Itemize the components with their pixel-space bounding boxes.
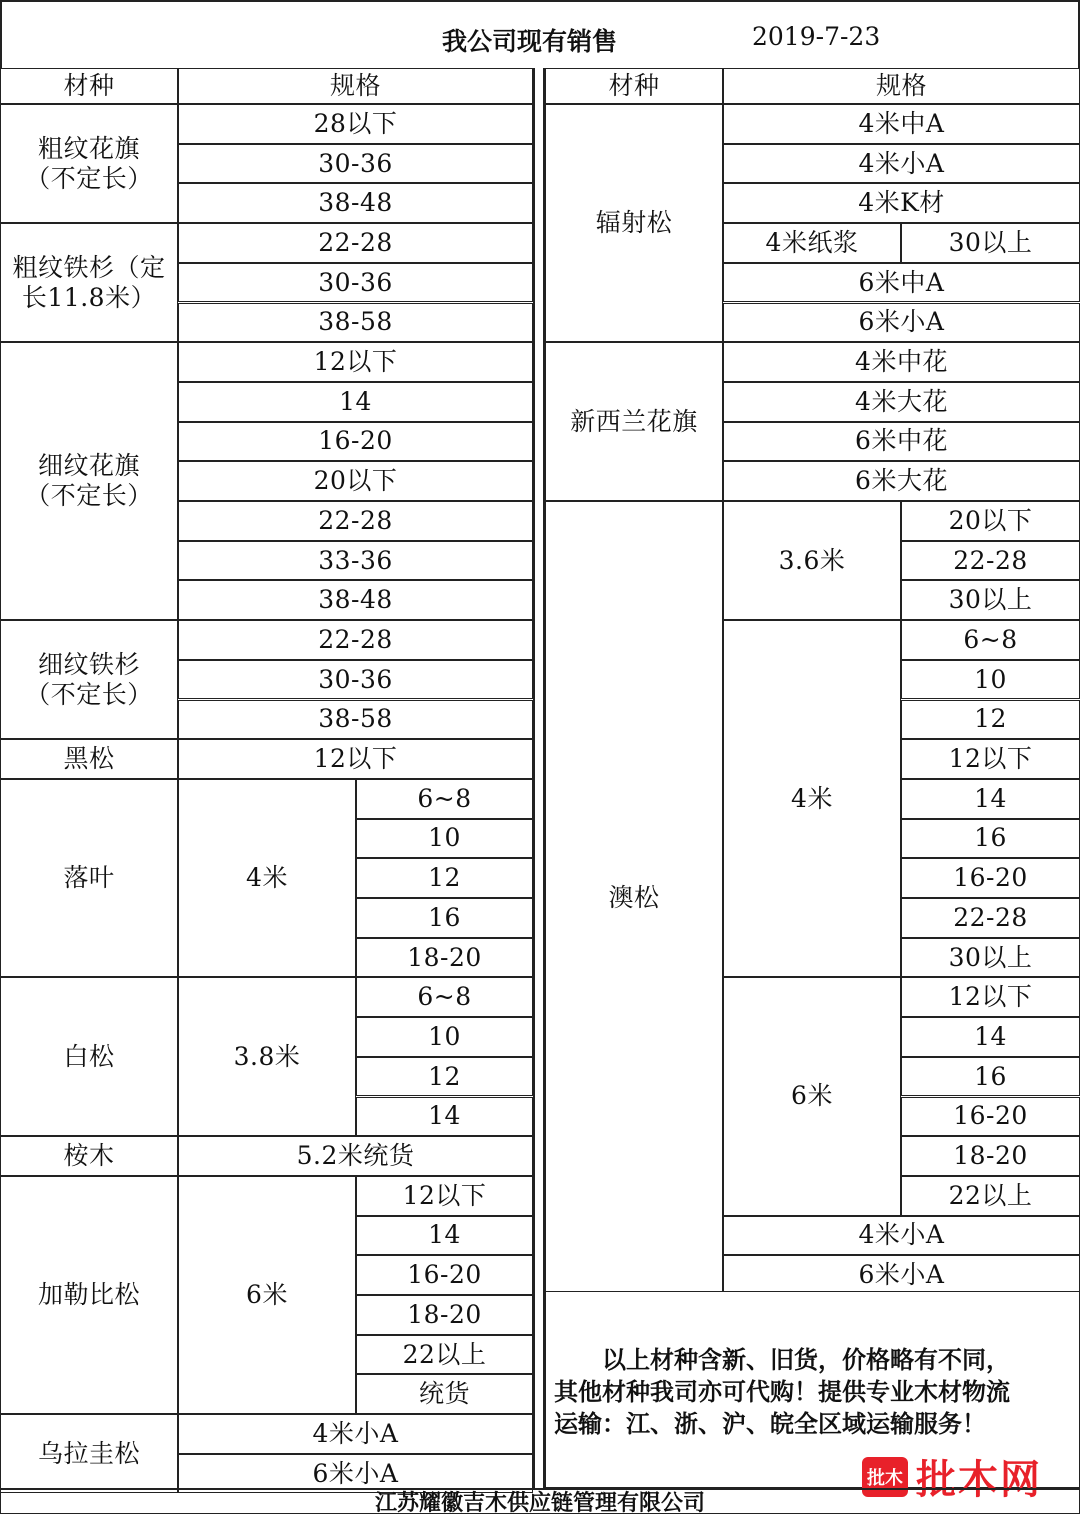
spec-cell: 5.2米统货 <box>178 1136 533 1176</box>
spec-cell: 16-20 <box>178 422 533 462</box>
spec-cell: 12以下 <box>901 739 1080 779</box>
spec-cell: 12以下 <box>178 739 533 779</box>
spec-cell: 14 <box>901 1017 1080 1057</box>
material-name: 细纹花旗 （不定长） <box>0 342 178 620</box>
note-line-3: 运输：江、浙、沪、皖全区域运输服务！ <box>554 1409 986 1438</box>
spec-cell: 6米中花 <box>723 422 1080 462</box>
spec-cell: 16-20 <box>901 858 1080 898</box>
spec-cell: 6米小A <box>178 1454 533 1494</box>
material-name: 辐射松 <box>545 104 723 342</box>
spec-cell: 6~8 <box>356 977 533 1017</box>
spec-cell: 20以下 <box>178 461 533 501</box>
spec-cell: 16 <box>356 898 533 938</box>
spec-cell: 12以下 <box>178 342 533 382</box>
spec-cell: 22以上 <box>901 1176 1080 1216</box>
spec-cell: 38-58 <box>178 303 533 343</box>
note-line-2: 其他材种我司亦可代购！提供专业木材物流 <box>554 1377 1010 1406</box>
spec-cell: 4米小A <box>178 1414 533 1454</box>
material-name: 落叶 <box>0 779 178 978</box>
spec-cell: 6米小A <box>723 1255 1080 1295</box>
spec-cell: 28以下 <box>178 104 533 144</box>
material-name: 桉木 <box>0 1136 178 1176</box>
spec-cell: 12以下 <box>356 1176 533 1216</box>
spec-cell: 12以下 <box>901 977 1080 1017</box>
column-divider <box>533 68 545 1488</box>
material-name: 加勒比松 <box>0 1176 178 1414</box>
material-name: 乌拉圭松 <box>0 1414 178 1493</box>
material-name: 细纹铁杉 （不定长） <box>0 620 178 739</box>
spec-cell: 4米小A <box>723 1216 1080 1256</box>
spec-cell: 38-58 <box>178 700 533 740</box>
spec-cell: 12 <box>356 858 533 898</box>
material-name: 粗纹铁杉（定 长11.8米） <box>0 223 178 342</box>
spec-cell: 4米中A <box>723 104 1080 144</box>
spec-cell: 12 <box>356 1057 533 1097</box>
spec-cell: 6~8 <box>356 779 533 819</box>
spec-cell: 4米K材 <box>723 183 1080 223</box>
spec-cell: 22-28 <box>178 501 533 541</box>
spec-cell: 16 <box>901 1057 1080 1097</box>
logo-badge: 批木 <box>862 1457 908 1497</box>
material-name: 新西兰花旗 <box>545 342 723 501</box>
spec-cell: 10 <box>356 1017 533 1057</box>
spec-cell: 12 <box>901 700 1080 740</box>
spec-cell: 30以上 <box>901 223 1080 263</box>
title-bar <box>0 0 1080 70</box>
spec-cell: 6米小A <box>723 303 1080 343</box>
spec-cell: 30以上 <box>901 938 1080 978</box>
length-cell: 4米 <box>178 779 356 978</box>
spec-cell: 4米纸浆 <box>723 223 901 263</box>
material-name: 澳松 <box>545 501 723 1295</box>
spec-cell: 30以上 <box>901 580 1080 620</box>
spec-cell: 6米大花 <box>723 461 1080 501</box>
spec-cell: 30-36 <box>178 660 533 700</box>
spec-cell: 14 <box>901 779 1080 819</box>
company-name: 江苏耀徽吉木供应链管理有限公司 <box>374 1490 705 1516</box>
spec-cell: 30-36 <box>178 144 533 184</box>
length-cell: 6米 <box>178 1176 356 1414</box>
spec-cell: 18-20 <box>356 938 533 978</box>
spec-cell: 38-48 <box>178 183 533 223</box>
material-name: 粗纹花旗 （不定长） <box>0 104 178 223</box>
spec-cell: 22以上 <box>356 1335 533 1375</box>
spec-cell: 22-28 <box>178 223 533 263</box>
spec-cell: 10 <box>901 660 1080 700</box>
spec-cell: 14 <box>178 382 533 422</box>
length-cell: 3.8米 <box>178 977 356 1136</box>
logo-text: 批木网 <box>916 1457 1042 1503</box>
length-cell: 6米 <box>723 977 901 1215</box>
spec-cell: 22-28 <box>178 620 533 660</box>
spec-cell: 14 <box>356 1216 533 1256</box>
spec-cell: 10 <box>356 819 533 859</box>
note-line-1: 以上材种含新、旧货，价格略有不同， <box>554 1345 1010 1374</box>
material-name: 黑松 <box>0 739 178 779</box>
spec-cell: 30-36 <box>178 263 533 303</box>
spec-cell: 16 <box>901 819 1080 859</box>
spec-cell: 4米大花 <box>723 382 1080 422</box>
footer-company <box>0 1488 1080 1514</box>
spec-cell: 14 <box>356 1097 533 1137</box>
length-cell: 4米 <box>723 620 901 977</box>
material-name: 白松 <box>0 977 178 1136</box>
length-cell: 3.6米 <box>723 501 901 620</box>
spec-cell: 16-20 <box>356 1255 533 1295</box>
spec-cell: 18-20 <box>901 1136 1080 1176</box>
spec-cell: 20以下 <box>901 501 1080 541</box>
spec-cell: 22-28 <box>901 541 1080 581</box>
spec-cell: 22-28 <box>901 898 1080 938</box>
spec-cell: 18-20 <box>356 1295 533 1335</box>
left-header-material: 材种 <box>0 68 178 104</box>
spec-cell: 33-36 <box>178 541 533 581</box>
right-header-spec: 规格 <box>723 68 1080 104</box>
left-header-spec: 规格 <box>178 68 533 104</box>
spec-cell: 统货 <box>356 1374 533 1414</box>
sheet-title: 我公司现有销售 <box>442 27 618 56</box>
sheet-date: 2019-7-23 <box>752 22 881 51</box>
spec-cell: 4米小A <box>723 144 1080 184</box>
spec-cell: 38-48 <box>178 580 533 620</box>
spec-cell: 16-20 <box>901 1097 1080 1137</box>
right-header-material: 材种 <box>545 68 723 104</box>
spec-cell: 6~8 <box>901 620 1080 660</box>
spec-cell: 6米中A <box>723 263 1080 303</box>
spec-cell: 4米中花 <box>723 342 1080 382</box>
